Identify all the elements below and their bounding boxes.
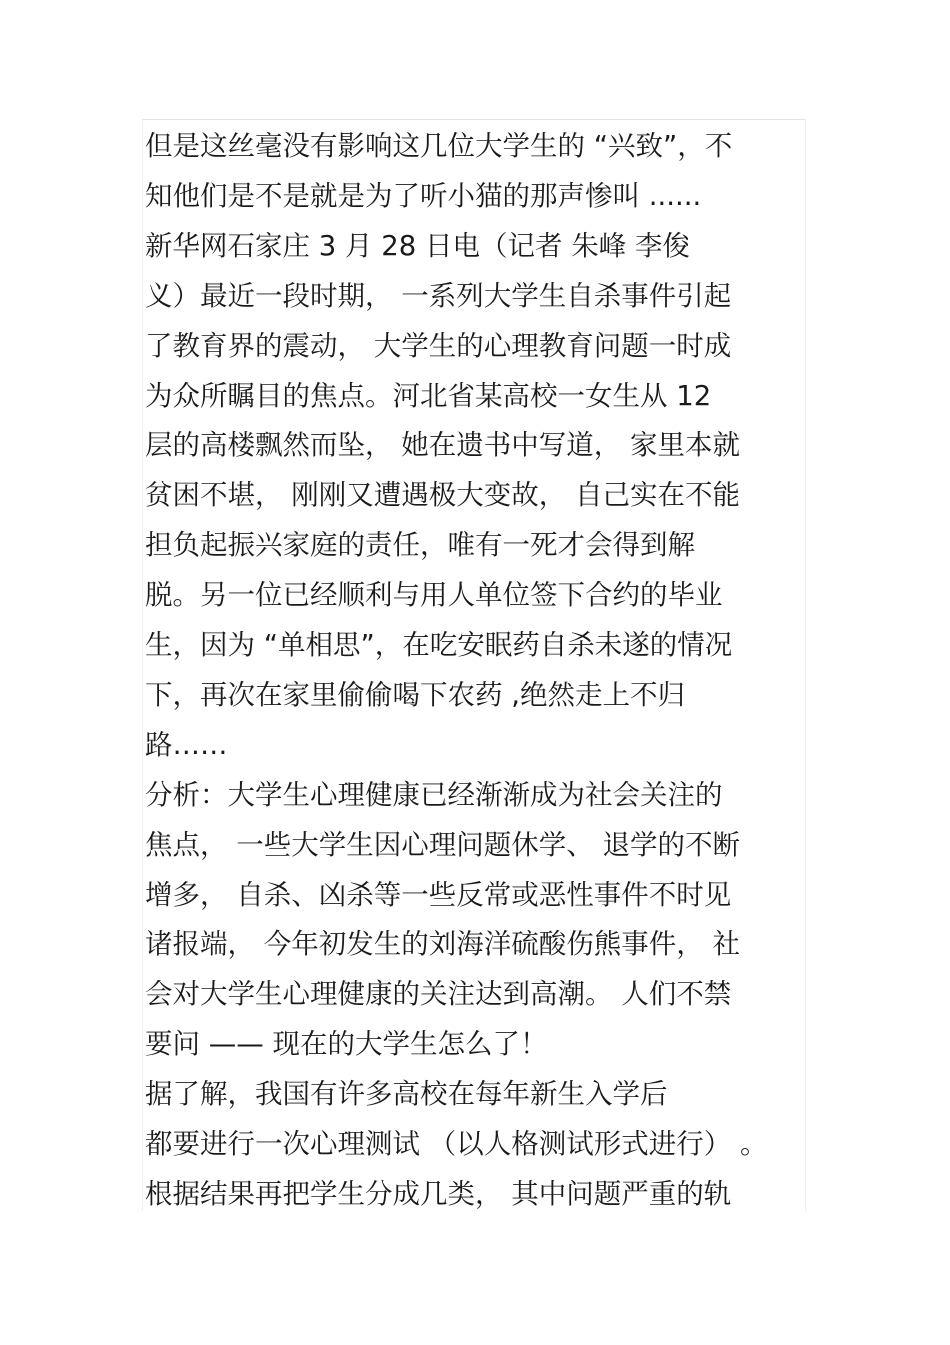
text-line: 脱。另一位已经顺利与用人单位签下合约的毕业	[145, 579, 723, 612]
document-page	[142, 119, 806, 1211]
text-line: 但是这丝毫没有影响这几位大学生的 “兴致”，不	[145, 130, 733, 162]
text-line: 新华网石家庄 3 月 28 日电（记者 朱峰 李俊	[145, 229, 690, 262]
text-line: 路……	[145, 728, 228, 761]
text-line: 担负起振兴家庭的责任，唯有一死才会得到解	[145, 529, 695, 562]
text-line: 贫困不堪， 刚刚又遭遇极大变故， 自己实在不能	[145, 479, 740, 512]
text-line: 增多， 自杀、凶杀等一些反常或恶性事件不时见	[145, 878, 732, 911]
text-line: 生，因为 “单相思”，在吃安眠药自杀未遂的情况	[145, 629, 733, 661]
text-line: 焦点， 一些大学生因心理问题休学、 退学的不断	[145, 828, 740, 861]
text-line: 知他们是不是就是为了听小猫的那声惨叫 ......	[145, 179, 702, 212]
text-line: 据了解，我国有许多高校在每年新生入学后	[145, 1078, 668, 1111]
text-line: 根据结果再把学生分成几类， 其中问题严重的轨	[145, 1177, 732, 1210]
text-line: 会对大学生心理健康的关注达到高潮。 人们不禁	[145, 978, 732, 1011]
text-line: 了教育界的震动， 大学生的心理教育问题一时成	[145, 329, 732, 362]
text-line: 要问 —— 现在的大学生怎么了！	[145, 1028, 548, 1061]
text-line: 分析：大学生心理健康已经渐渐成为社会关注的	[145, 778, 723, 811]
text-line: 层的高楼飘然而坠， 她在遗书中写道， 家里本就	[145, 429, 740, 462]
text-line: 义）最近一段时期， 一系列大学生自杀事件引起	[145, 279, 732, 312]
text-line: 下，再次在家里偷偷喝下农药 ,绝然走上不归	[145, 678, 685, 711]
text-line: 为众所瞩目的焦点。河北省某高校一女生从 12	[145, 379, 712, 412]
text-line: 都要进行一次心理测试 （以人格测试形式进行） 。	[145, 1128, 768, 1160]
text-line: 诸报端， 今年初发生的刘海洋硫酸伤熊事件， 社	[145, 928, 740, 961]
